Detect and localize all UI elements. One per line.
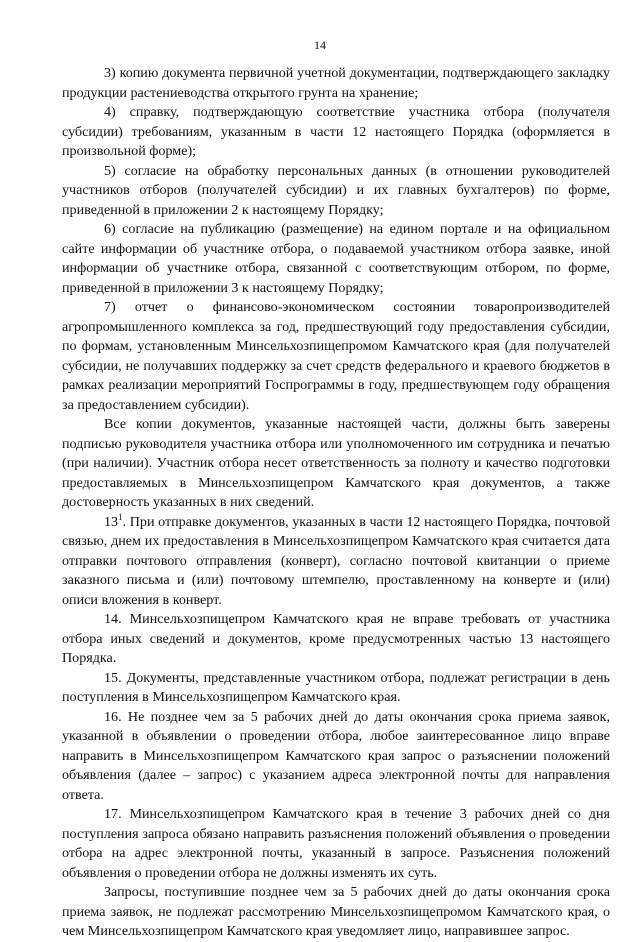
page-number: 14: [314, 38, 326, 52]
paragraph-item-5: 5) согласие на обработку персональных данных (в отношении руководителей участников отборов (получателей субсидии) и их главных бухгалтеров) по форме, приведенной в приложении 2 к настоящему Порядку;: [62, 162, 610, 218]
paragraph-15: 15. Документы, представленные участником отбора, подлежат регистрации в день поступления в Минсельхозпищепром Камчатского края.: [62, 669, 610, 705]
paragraph-item-7: 7) отчет о финансово-экономическом состоянии товаропроизводителей агропромышленного комплекса за год, предшествующий году предоставления субсидии, по формам, установленным Минсельхозпищепромом Камчатского края (для получателей субсидии, не получавших поддержку за счет средств федерального и краевого бюджетов в рамках реализации мероприятий Госпрограммы в году, предшествующем году обращения за предоставлением субсидии).: [62, 299, 610, 413]
paragraph-item-6: 6) согласие на публикацию (размещение) на едином портале и на официальном сайте информации об участнике отбора, о подаваемой участником отбора заявке, иной информации об участнике отбора, связанной с соответствующим отбором, по форме, приведенной в приложении 3 к настоящему Порядку;: [62, 221, 610, 296]
paragraph-16: 16. Не позднее чем за 5 рабочих дней до даты окончания срока приема заявок, указанной в объявлении о проведении отбора, любое заинтересованное лицо вправе направить в Минсельхозпищепром Камчатского края запрос о разъяснении положений объявления (далее – запрос) с указанием адреса электронной почты для направления ответа.: [62, 708, 610, 803]
paragraph-item-3: 3) копию документа первичной учетной документации, подтверждающего закладку продукции растениеводства открытого грунта на хранение;: [62, 65, 610, 101]
paragraph-certification: Все копии документов, указанные настоящей части, должны быть заверены подписью руководителя участника отбора или уполномоченного им сотрудника и печатью (при наличии). Участник отбора несет ответственность за полноту и качество подготовки предоставляемых в Минсельхозпищепром Камчатского края документов, а также достоверность указанных в них сведений.: [62, 416, 610, 510]
paragraph-14: 14. Минсельхозпищепром Камчатского края не вправе требовать от участника отбора иных сведений и документов, кроме предусмотренных частью 13 настоящего Порядка.: [62, 611, 610, 666]
section-text: . При отправке документов, указанных в части 12 настоящего Порядка, почтовой связью, днем их предоставления в Минсельхозпищепром Камчатского края считается дата отправки почтового отправления (конверт), согласно почтовой квитанции о приеме заказного письма и (или) почтовому штемпелю, проставленному на конверте и (или) описи вложения в конверт.: [62, 513, 610, 608]
paragraph-13-1: [62, 513, 610, 611]
paragraph-requests: Запросы, поступившие позднее чем за 5 рабочих дней до даты окончания срока приема заявок, не подлежат рассмотрению Минсельхозпищепромом Камчатского края, о чем Минсельхозпищепром Камчатского края уведомляет лицо, направившее запрос.: [62, 884, 610, 939]
document-body: [62, 64, 610, 942]
section-superscript: 1: [118, 511, 123, 522]
paragraph-item-4: 4) справку, подтверждающую соответствие участника отбора (получателя субсидии) требованиям, указанным в части 12 настоящего Порядка (оформляется в произвольной форме);: [62, 104, 610, 159]
paragraph-17: 17. Минсельхозпищепром Камчатского края в течение 3 рабочих дней со дня поступления запроса обязано направить разъяснения положений объявления о проведении отбора на адрес электронной почты, указанный в запросе. Разъяснения положений объявления о проведении отбора не должны изменять их суть.: [62, 806, 610, 881]
section-number: 13: [104, 513, 119, 530]
